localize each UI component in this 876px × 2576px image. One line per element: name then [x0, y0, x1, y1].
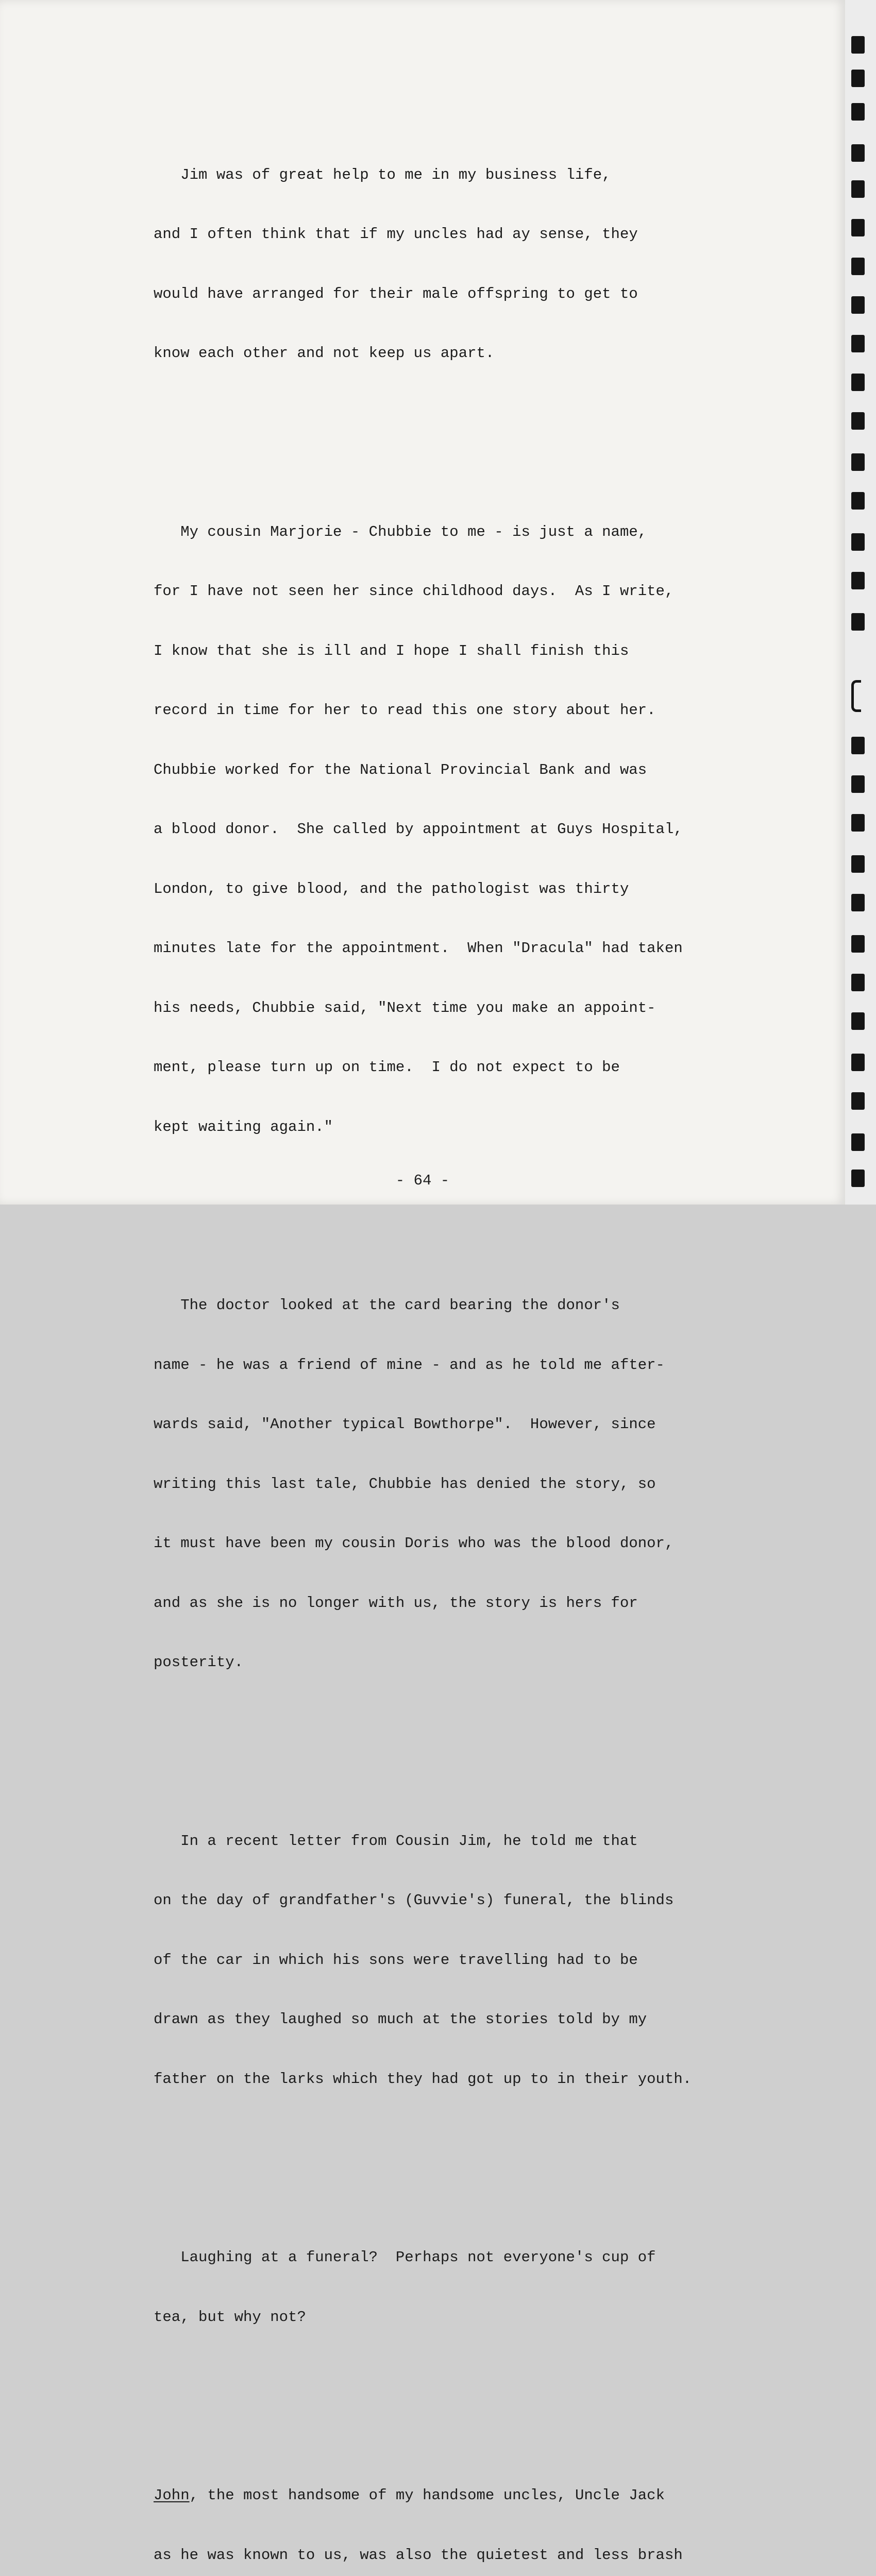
binding-hole — [851, 1054, 865, 1071]
text-line: My cousin Marjorie - Chubbie to me - is just a name, — [154, 523, 647, 540]
underlined-name-john: John — [154, 2487, 190, 2504]
text-line: would have arranged for their male offspring to get to — [154, 285, 638, 302]
text-line: record in time for her to read this one story about her. — [154, 702, 656, 719]
text-line: ment, please turn up on time. I do not expect to be — [154, 1059, 620, 1076]
text-line — [154, 2486, 803, 2506]
text-line: wards said, "Another typical Bowthorpe". However, since — [154, 1416, 656, 1433]
binding-hole — [851, 103, 865, 121]
binding-hole — [851, 492, 865, 510]
text-line: The doctor looked at the card bearing the donor's — [154, 1297, 620, 1314]
binding-hole — [851, 974, 865, 991]
binding-hole — [851, 855, 865, 873]
paragraph-2 — [154, 483, 803, 1177]
binding-hole — [851, 1133, 865, 1151]
paragraph-4 — [154, 1792, 803, 2129]
text-line: Jim was of great help to me in my business life, — [154, 166, 611, 183]
text-line: writing this last tale, Chubbie has denied the story, so — [154, 1475, 656, 1493]
binding-hole — [851, 36, 865, 54]
binding-hole — [851, 374, 865, 391]
binding-hole — [851, 613, 865, 631]
spiral-binding — [845, 0, 876, 1205]
binding-hole — [851, 935, 865, 953]
text-line: his needs, Chubbie said, "Next time you make an appoint- — [154, 999, 656, 1016]
text-line: on the day of grandfather's (Guvvie's) funeral, the blinds — [154, 1892, 674, 1909]
text-line: London, to give blood, and the pathologist was thirty — [154, 880, 629, 897]
binding-hole — [851, 144, 865, 162]
binding-hole — [851, 775, 865, 793]
text-line: Chubbie worked for the National Provincial Bank and was — [154, 761, 647, 778]
binding-hole — [851, 258, 865, 275]
text-line: father on the larks which they had got up to in their youth. — [154, 2070, 692, 2088]
text-line: I know that she is ill and I hope I shall finish this — [154, 642, 629, 659]
text-line: as he was known to us, was also the quietest and less brash — [154, 2546, 683, 2564]
paragraph-3 — [154, 1256, 803, 1713]
binding-hole — [851, 70, 865, 87]
page-number: - 64 - — [395, 1172, 450, 1189]
binding-hole — [851, 296, 865, 314]
text-line: of the car in which his sons were travelling had to be — [154, 1951, 638, 1969]
text-line: kept waiting again." — [154, 1118, 333, 1136]
text-line: Laughing at a funeral? Perhaps not everyone's cup of — [154, 2249, 656, 2266]
binding-hole — [851, 814, 865, 832]
text-line: drawn as they laughed so much at the stories told by my — [154, 2011, 647, 2028]
paragraph-6 — [154, 2446, 803, 2576]
text-line: name - he was a friend of mine - and as he told me after- — [154, 1356, 665, 1374]
text-line: for I have not seen her since childhood days. As I write, — [154, 583, 674, 600]
body-text — [154, 66, 803, 2576]
binding-hole — [851, 180, 865, 198]
binding-hole — [851, 219, 865, 236]
binding-hole — [851, 1012, 865, 1030]
text-line: a blood donor. She called by appointment at Guys Hospital, — [154, 821, 683, 838]
binding-hole — [851, 1092, 865, 1110]
text-line-rest: , the most handsome of my handsome uncles, Uncle Jack — [189, 2487, 665, 2504]
text-line: it must have been my cousin Doris who was the blood donor, — [154, 1535, 674, 1552]
text-line: In a recent letter from Cousin Jim, he told me that — [154, 1832, 638, 1850]
binding-hole — [851, 453, 865, 471]
binding-hole — [851, 737, 865, 754]
binding-wire — [851, 680, 861, 712]
binding-hole — [851, 335, 865, 352]
binding-hole — [851, 894, 865, 911]
binding-hole — [851, 533, 865, 551]
text-line: minutes late for the appointment. When "Dracula" had taken — [154, 940, 683, 957]
binding-hole — [851, 572, 865, 589]
text-line: posterity. — [154, 1654, 244, 1671]
binding-hole — [851, 1170, 865, 1187]
text-line: and I often think that if my uncles had ay sense, they — [154, 226, 638, 243]
text-line: tea, but why not? — [154, 2308, 306, 2326]
paragraph-5 — [154, 2208, 803, 2367]
text-line: know each other and not keep us apart. — [154, 345, 495, 362]
text-line: and as she is no longer with us, the story is hers for — [154, 1594, 638, 1612]
paragraph-1 — [154, 126, 803, 403]
binding-hole — [851, 412, 865, 430]
